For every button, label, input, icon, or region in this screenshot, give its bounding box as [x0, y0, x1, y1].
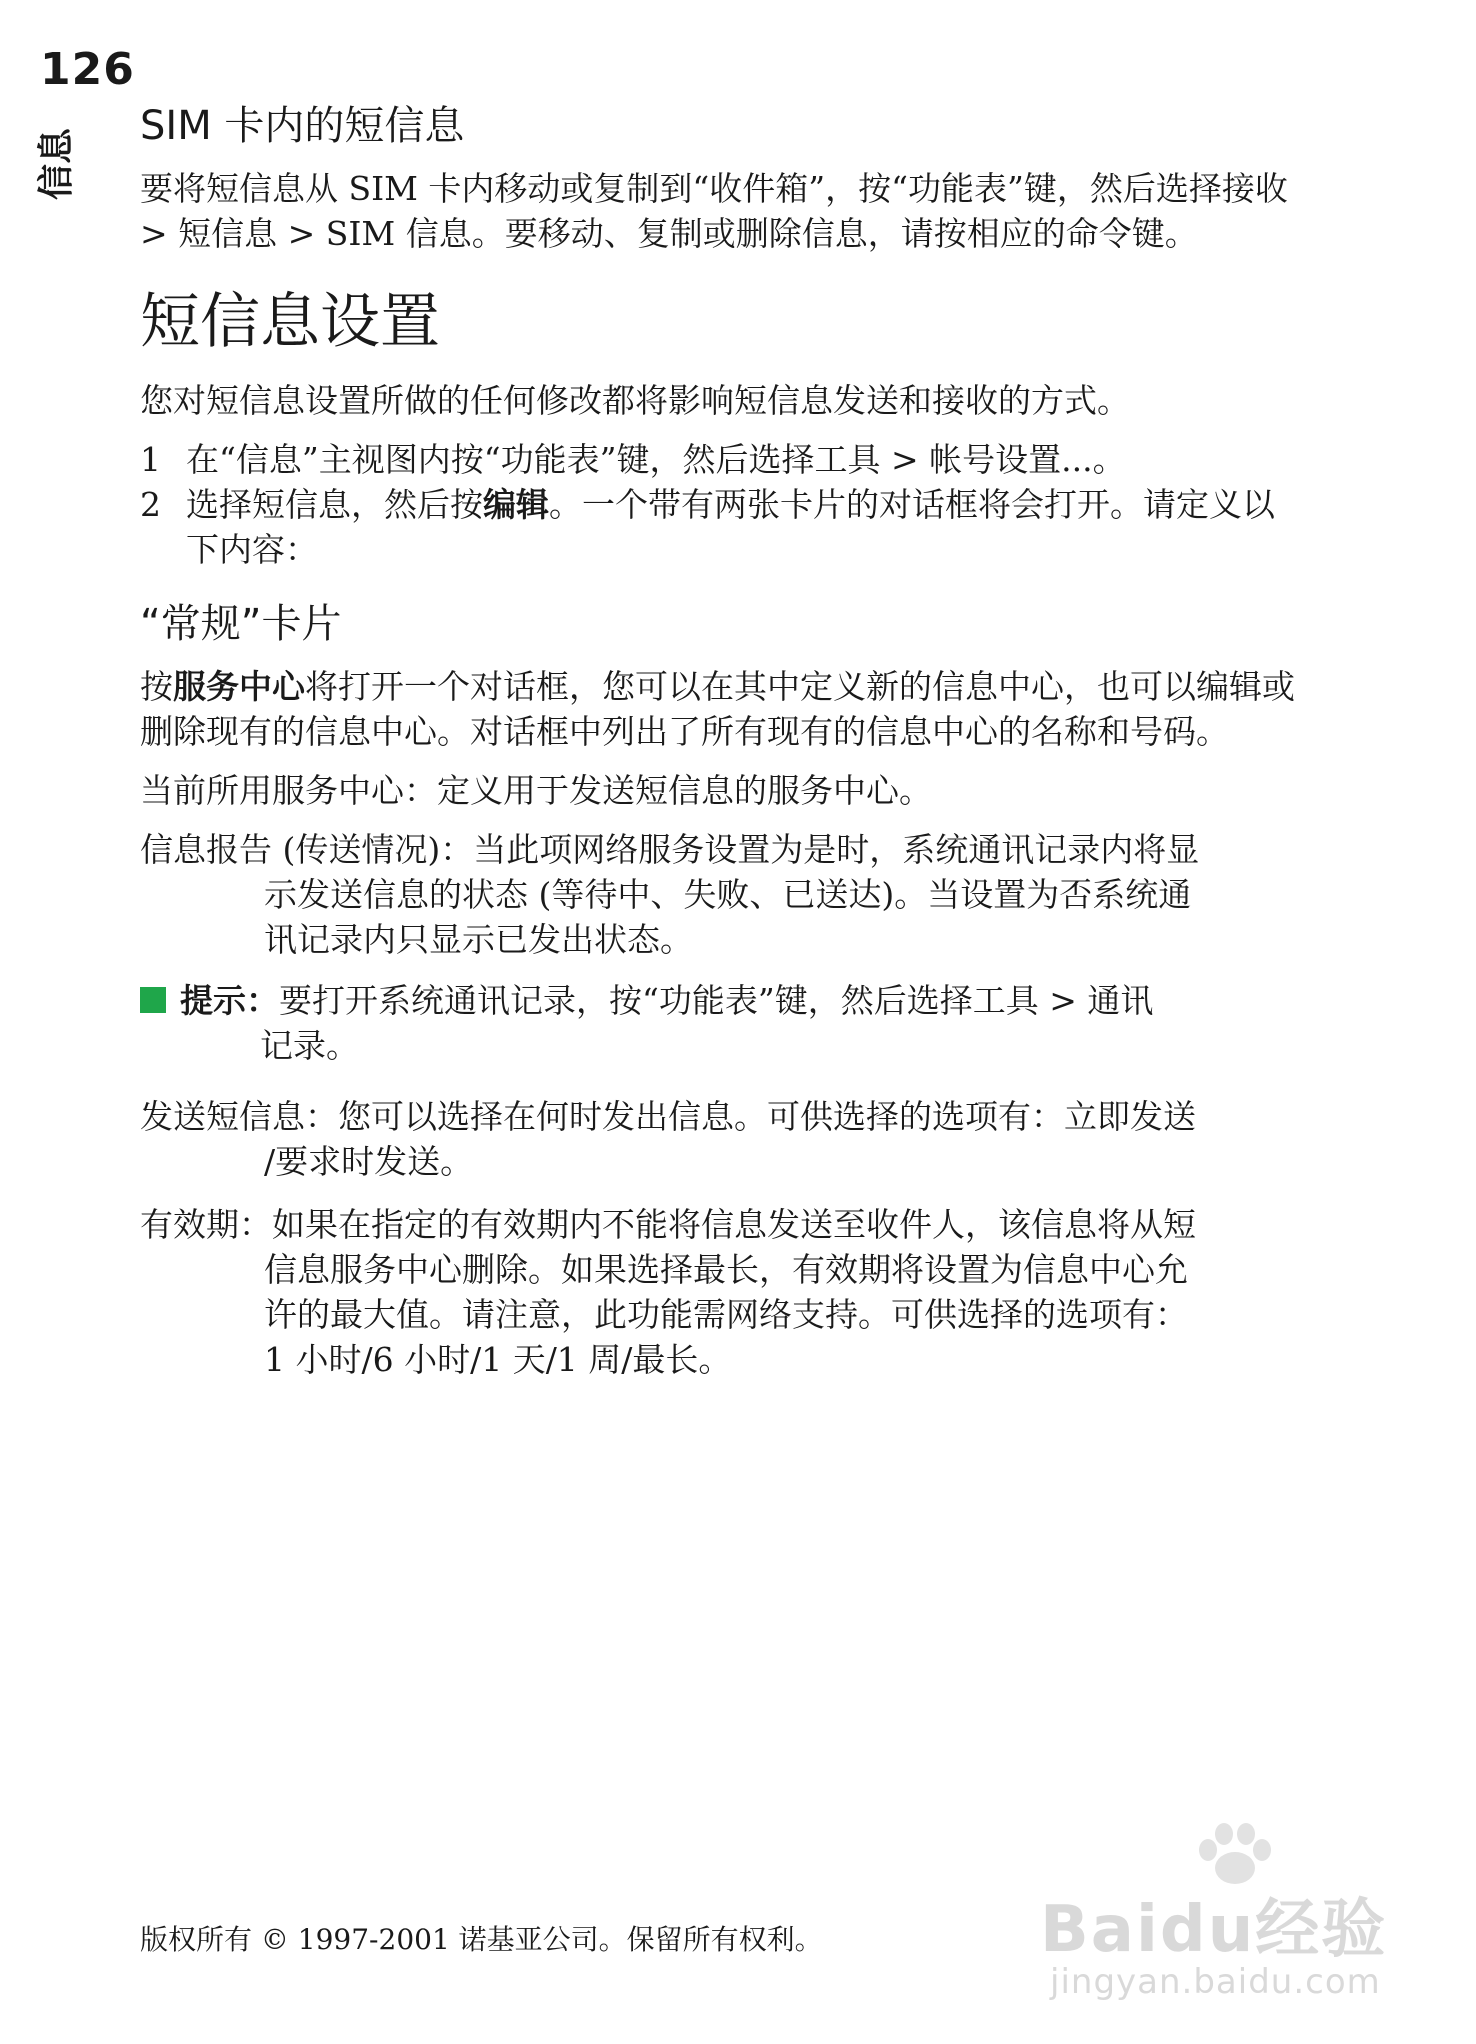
watermark-brand: Baidu经验 — [1040, 1893, 1388, 1967]
tip-text-cont: 记录。 — [260, 1026, 359, 1065]
sim-section-body: 要将短信息从 SIM 卡内移动或复制到“收件箱”，按“功能表”键，然后选择接收 > 短信息 > SIM 信息。要移动、复制或删除信息，请按相应的命令键。 — [140, 169, 1288, 253]
tip-block — [140, 978, 1300, 1068]
intro-after: 将打开一个对话框，您可以在其中定义新的信息中心，也可以编辑或删除现有的信息中心。对话框中列出了所有现有的信息中心的名称和号码。 — [140, 667, 1295, 751]
definition-term: 信息报告 (传送情况)： — [140, 830, 474, 869]
sim-section-title: SIM 卡内的短信息 — [140, 103, 465, 149]
general-card-title: “常规”卡片 — [140, 601, 342, 647]
definition-validity — [140, 1202, 1300, 1382]
general-card-intro — [140, 664, 1300, 754]
settings-steps — [140, 437, 1300, 572]
page-content — [140, 100, 1300, 1382]
section-side-tab: 信息 — [36, 127, 77, 200]
settings-section-title: 短信息设置 — [140, 287, 440, 357]
definition-text-cont: 讯记录内只显示已发出状态。 — [264, 920, 693, 959]
step-text — [186, 482, 1300, 572]
watermark-url: jingyan.baidu.com — [1050, 1962, 1381, 2002]
tip-marker-icon — [140, 987, 166, 1013]
step-text-after: 。一个带有两张卡片的对话框将会打开。请定义以下内容： — [186, 485, 1275, 569]
definition-text: 当此项网络服务设置为是时，系统通讯记录内将显 — [473, 830, 1200, 869]
tip-text: 要打开系统通讯记录，按“功能表”键，然后选择工具 > 通讯 — [279, 981, 1154, 1020]
definition-text-cont: /要求时发送。 — [264, 1142, 474, 1181]
settings-intro: 您对短信息设置所做的任何修改都将影响短信息发送和接收的方式。 — [140, 381, 1130, 420]
definition-delivery-report — [140, 827, 1300, 962]
tip-label: 提示： — [180, 981, 279, 1020]
definition-term: 发送短信息： — [140, 1097, 338, 1136]
definition-term: 当前所用服务中心： — [140, 771, 437, 810]
definition-text-cont: 许的最大值。请注意，此功能需网络支持。可供选择的选项有： — [264, 1295, 1188, 1334]
definition-text-cont: 信息服务中心删除。如果选择最长，有效期将设置为信息中心允 — [264, 1250, 1188, 1289]
step-text-bold: 编辑 — [483, 485, 549, 524]
definition-text: 定义用于发送短信息的服务中心。 — [437, 771, 932, 810]
step-number: 1 — [140, 440, 161, 479]
definition-text: 您可以选择在何时发出信息。可供选择的选项有：立即发送 — [338, 1097, 1196, 1136]
step-item — [140, 437, 1300, 482]
definition-term: 有效期： — [140, 1205, 272, 1244]
copyright-footer: 版权所有 © 1997-2001 诺基亚公司。保留所有权利。 — [140, 1923, 823, 1956]
definition-text: 如果在指定的有效期内不能将信息发送至收件人，该信息将从短 — [272, 1205, 1196, 1244]
step-number: 2 — [140, 485, 161, 524]
definition-text-cont: 示发送信息的状态 (等待中、失败、已送达)。当设置为否系统通 — [264, 875, 1192, 914]
intro-bold: 服务中心 — [173, 667, 305, 706]
definition-text-cont: 1 小时/6 小时/1 天/1 周/最长。 — [264, 1340, 732, 1379]
step-item — [140, 482, 1300, 572]
step-text-before: 选择短信息，然后按 — [186, 485, 483, 524]
page-number: 126 — [40, 44, 135, 95]
definition-current-center — [140, 768, 1300, 813]
baidu-watermark — [1040, 1820, 1420, 2020]
definition-send-sms — [140, 1094, 1300, 1184]
step-text: 在“信息”主视图内按“功能表”键，然后选择工具 > 帐号设置...。 — [186, 440, 1126, 479]
intro-before: 按 — [140, 667, 173, 706]
